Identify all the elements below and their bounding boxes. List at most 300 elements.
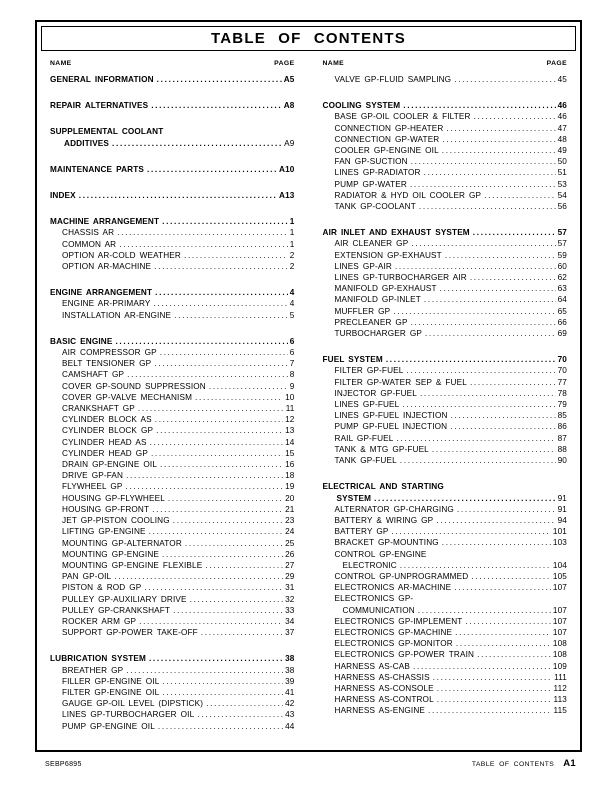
entry-label: CONNECTION GP-HEATER	[334, 123, 444, 133]
toc-group	[50, 287, 295, 321]
toc-group	[50, 164, 295, 175]
entry-label: GENERAL INFORMATION	[50, 75, 154, 84]
entry-label: DRAIN GP-ENGINE OIL	[62, 460, 158, 470]
entry-page: A9	[284, 138, 295, 148]
entry-page: 107	[552, 616, 567, 626]
entry-page: 4	[289, 299, 295, 309]
entry-label: HOUSING GP-FLYWHEEL	[62, 493, 165, 503]
toc-entry	[50, 594, 295, 605]
entry-label: TANK GP-FUEL	[334, 456, 397, 466]
entry-page: 27	[285, 560, 295, 570]
entry-label: PUMP GP-WATER	[334, 179, 407, 189]
entry-page: 31	[285, 583, 295, 593]
toc-groups	[323, 74, 568, 717]
entry-page: 45	[557, 75, 567, 84]
dot-leader	[392, 261, 556, 272]
toc-entry	[50, 665, 295, 676]
entry-page: 38	[285, 665, 295, 675]
entry-label: COOLING SYSTEM	[322, 101, 401, 111]
dot-leader	[407, 179, 556, 190]
entry-page: 7	[289, 359, 295, 369]
entry-label: BATTERY GP	[334, 527, 389, 537]
entry-page: 46	[557, 101, 567, 111]
toc-entry	[323, 250, 568, 261]
entry-page: 43	[285, 710, 295, 720]
dot-leader	[433, 515, 555, 526]
entry-label: CYLINDER HEAD AS	[62, 437, 147, 447]
entry-label: COVER GP-SOUND SUPPRESSION	[62, 381, 206, 391]
entry-label: CYLINDER BLOCK GP	[62, 426, 154, 436]
entry-label: TANK GP-COOLANT	[334, 202, 416, 212]
dot-leader	[400, 100, 555, 111]
dot-leader	[170, 605, 283, 616]
entry-label: OPTION AR-MACHINE	[62, 262, 152, 272]
entry-label: ELECTRONICS GP-POWER TRAIN	[334, 650, 475, 660]
dot-leader	[451, 582, 551, 593]
toc-entry	[50, 493, 295, 504]
toc-heading	[50, 336, 295, 347]
entry-page: 16	[285, 460, 295, 470]
entry-page: 34	[285, 616, 295, 626]
entry-label: HARNESS AS-ENGINE	[334, 706, 425, 716]
entry-label: HOUSING GP-FRONT	[62, 504, 150, 514]
entry-page: A13	[279, 191, 295, 201]
entry-page: A5	[283, 75, 295, 84]
toc-entry	[50, 239, 295, 250]
entry-page: 107	[552, 627, 567, 637]
dot-leader	[467, 272, 556, 283]
toc-entry	[50, 721, 295, 732]
toc-entry	[323, 179, 568, 190]
dot-leader	[451, 74, 555, 85]
toc-entry	[50, 582, 295, 593]
dot-leader	[146, 526, 283, 537]
dot-leader	[111, 571, 283, 582]
toc-entry	[323, 410, 568, 421]
entry-label: ALTERNATOR GP-CHARGING	[334, 504, 454, 514]
dot-leader	[76, 190, 277, 201]
dot-leader	[187, 594, 283, 605]
toc-group	[50, 190, 295, 201]
toc-heading	[50, 287, 295, 298]
dot-leader	[123, 470, 283, 481]
toc-entry	[323, 111, 568, 122]
dot-leader	[153, 425, 283, 436]
toc-entry	[50, 403, 295, 414]
dot-leader	[144, 164, 277, 175]
entry-page: 41	[285, 687, 295, 697]
entry-page: 101	[552, 527, 567, 537]
toc-entry	[323, 272, 568, 283]
toc-entry	[323, 261, 568, 272]
dot-leader	[136, 616, 283, 627]
entry-page: 90	[557, 456, 567, 466]
toc-heading-continuation	[50, 138, 295, 149]
entry-label: BRACKET GP-MOUNTING	[334, 538, 439, 548]
entry-label: AIR CLEANER GP	[334, 239, 409, 249]
entry-page: 1	[289, 217, 295, 227]
entry-label-line2: SYSTEM	[336, 493, 372, 503]
entry-page: 70	[557, 366, 567, 376]
entry-label: ELECTRONICS GP-	[334, 594, 414, 604]
entry-label: LINES GP-AIR	[334, 261, 392, 271]
toc-entry	[323, 123, 568, 134]
toc-entry	[323, 433, 568, 444]
entry-label: CONNECTION GP-WATER	[334, 134, 440, 144]
toc-group	[50, 653, 295, 731]
dot-leader	[135, 403, 284, 414]
entry-label: COOLER GP-ENGINE OIL	[334, 146, 439, 156]
footer-right	[472, 758, 582, 769]
toc-entry	[50, 227, 295, 238]
entry-label: HARNESS AS-CAB	[334, 661, 410, 671]
toc-entry	[323, 582, 568, 593]
column-header	[50, 59, 295, 69]
dot-leader	[421, 294, 556, 305]
dot-leader	[415, 605, 551, 616]
entry-label: MOUNTING GP-ENGINE	[62, 549, 159, 559]
column-header	[323, 59, 568, 69]
entry-page: 85	[557, 411, 567, 421]
entry-page: 29	[285, 572, 295, 582]
toc-entry	[323, 167, 568, 178]
entry-page: 20	[285, 493, 295, 503]
entry-page: 11	[285, 404, 295, 414]
dot-leader	[202, 560, 283, 571]
toc-entry	[323, 627, 568, 638]
dot-leader	[154, 74, 282, 85]
dot-leader	[151, 298, 288, 309]
toc-title-box	[41, 26, 576, 51]
name-header: NAME	[322, 60, 345, 67]
toc-entry	[50, 538, 295, 549]
entry-page: 57	[557, 228, 567, 238]
dot-leader	[157, 347, 288, 358]
entry-page: 108	[552, 639, 567, 649]
toc-group	[50, 100, 295, 111]
dot-leader	[408, 317, 556, 328]
entry-label: CONTROL GP-UNPROGRAMMED	[334, 571, 469, 581]
entry-label: BASIC ENGINE	[50, 336, 113, 346]
entry-label: CONTROL GP-ENGINE	[334, 549, 427, 559]
dot-leader	[454, 504, 556, 515]
toc-entry	[50, 425, 295, 436]
entry-page: 51	[557, 168, 567, 178]
dot-leader	[417, 388, 556, 399]
toc-entry	[50, 687, 295, 698]
entry-page: 14	[285, 437, 295, 447]
entry-page: 105	[552, 571, 567, 581]
toc-entry	[323, 201, 568, 212]
entry-page: 32	[285, 594, 295, 604]
toc-entry	[323, 444, 568, 455]
entry-label: AIR INLET AND EXHAUST SYSTEM	[322, 228, 470, 238]
entry-page: 38	[285, 654, 295, 664]
dot-leader	[159, 216, 288, 227]
entry-page: 18	[285, 471, 295, 481]
dot-leader	[388, 526, 550, 537]
dot-leader	[408, 156, 556, 167]
dot-leader	[151, 261, 288, 272]
entry-label: DRIVE GP-FAN	[62, 471, 124, 481]
dot-leader	[467, 377, 556, 388]
entry-page: 21	[285, 504, 295, 514]
entry-page: 65	[557, 306, 567, 316]
dot-leader	[181, 250, 288, 261]
dot-leader	[421, 167, 556, 178]
entry-label: FILLER GP-ENGINE OIL	[62, 676, 160, 686]
entry-page: 87	[557, 433, 567, 443]
entry-page: 13	[285, 426, 295, 436]
entry-label: LINES GP-TURBOCHARGER OIL	[62, 710, 195, 720]
entry-page: 23	[285, 516, 295, 526]
toc-entry-continuation	[323, 560, 568, 571]
toc-entry	[323, 156, 568, 167]
toc-entry	[323, 504, 568, 515]
entry-label: SUPPLEMENTAL COOLANT	[50, 127, 164, 137]
dot-leader	[123, 665, 283, 676]
toc-heading	[50, 653, 295, 664]
entry-label: LIFTING GP-ENGINE	[62, 527, 146, 537]
toc-heading	[323, 354, 568, 365]
dot-leader	[122, 481, 283, 492]
toc-entry	[323, 399, 568, 410]
entry-label: FLYWHEEL GP	[62, 482, 123, 492]
dot-leader	[442, 250, 556, 261]
dot-leader	[474, 649, 551, 660]
dot-leader	[399, 399, 555, 410]
toc-entry	[50, 709, 295, 720]
dot-leader	[171, 310, 288, 321]
dot-leader	[471, 111, 556, 122]
dot-leader	[124, 369, 288, 380]
entry-label: ROCKER ARM GP	[62, 616, 137, 626]
entry-page: 4	[289, 288, 295, 298]
entry-label: RAIL GP-FUEL	[334, 433, 394, 443]
entry-page: 86	[557, 422, 567, 432]
toc-entry	[323, 74, 568, 85]
entry-label: RADIATOR & HYD OIL COOLER GP	[334, 190, 482, 200]
toc-heading	[50, 74, 295, 85]
entry-page: 48	[557, 134, 567, 144]
entry-page: 66	[557, 317, 567, 327]
dot-leader	[410, 661, 551, 672]
entry-page: A8	[283, 101, 295, 111]
entry-label: MOUNTING GP-ALTERNATOR	[62, 538, 182, 548]
dot-leader	[159, 676, 283, 687]
entry-page: 53	[557, 179, 567, 189]
entry-label: ELECTRONICS GP-IMPLEMENT	[334, 616, 463, 626]
entry-label: ELECTRONICS AR-MACHINE	[334, 583, 452, 593]
toc-entry	[50, 448, 295, 459]
entry-label: PISTON & ROD GP	[62, 583, 142, 593]
dot-leader	[152, 287, 288, 298]
toc-group	[50, 336, 295, 638]
dot-leader	[393, 433, 555, 444]
dot-leader	[148, 448, 283, 459]
toc-entry	[50, 627, 295, 638]
dot-leader	[403, 365, 555, 376]
toc-entry	[50, 310, 295, 321]
entry-page: 6	[289, 348, 295, 358]
entry-label-line2: ADDITIVES	[64, 138, 110, 148]
entry-label: FILTER GP-WATER SEP & FUEL	[334, 377, 467, 387]
dot-leader	[443, 123, 555, 134]
entry-label: INSTALLATION AR-ENGINE	[62, 310, 172, 320]
dot-leader	[481, 190, 555, 201]
toc-entry	[50, 414, 295, 425]
entry-label: PRECLEANER GP	[334, 317, 408, 327]
entry-label: SUPPORT GP-POWER TAKE-OFF	[62, 628, 198, 638]
entry-label: AIR COMPRESSOR GP	[62, 348, 157, 358]
toc-entry	[323, 616, 568, 627]
entry-page: 9	[289, 381, 295, 391]
toc-entry	[323, 526, 568, 537]
entry-label: JET GP-PISTON COOLING	[62, 516, 170, 526]
dot-leader	[198, 627, 283, 638]
entry-label: HARNESS AS-CONSOLE	[334, 683, 434, 693]
dot-leader	[170, 515, 283, 526]
entry-label: TURBOCHARGER GP	[334, 329, 422, 339]
entry-page: 109	[552, 661, 567, 671]
toc-entry	[50, 560, 295, 571]
entry-page: 24	[285, 527, 295, 537]
dot-leader	[182, 538, 283, 549]
toc-entry	[323, 549, 568, 560]
entry-page: 2	[289, 262, 295, 272]
toc-entry	[323, 694, 568, 705]
entry-page: 15	[285, 448, 295, 458]
dot-leader	[157, 459, 283, 470]
toc-entry	[323, 661, 568, 672]
entry-label: BASE GP-OIL COOLER & FILTER	[334, 112, 471, 122]
footer-page-number: A1	[563, 758, 576, 769]
dot-leader	[203, 698, 283, 709]
entry-page: 39	[285, 676, 295, 686]
toc-entry	[50, 459, 295, 470]
entry-page: 8	[289, 370, 295, 380]
entry-page: 70	[557, 355, 567, 365]
entry-page: 107	[552, 605, 567, 615]
entry-page: 103	[552, 538, 567, 548]
entry-page: 69	[557, 329, 567, 339]
toc-groups	[50, 74, 295, 732]
toc-group	[323, 227, 568, 339]
toc-entry-continuation	[323, 605, 568, 616]
entry-label: FILTER GP-FUEL	[334, 366, 404, 376]
toc-entry	[323, 328, 568, 339]
entry-label: MACHINE ARRANGEMENT	[50, 217, 160, 227]
entry-page: 26	[285, 549, 295, 559]
entry-page: 1	[289, 239, 295, 249]
entry-label: PULLEY GP-AUXILIARY DRIVE	[62, 594, 187, 604]
entry-label: PAN GP-OIL	[62, 572, 112, 582]
dot-leader	[159, 687, 283, 698]
entry-label: ELECTRONICS GP-MACHINE	[334, 627, 453, 637]
toc-entry	[50, 481, 295, 492]
dot-leader	[462, 616, 550, 627]
entry-page: 2	[289, 250, 295, 260]
entry-page: 54	[557, 190, 567, 200]
dot-leader	[470, 227, 556, 238]
toc-entry	[323, 455, 568, 466]
entry-page: 63	[557, 284, 567, 294]
entry-label: MOUNTING GP-ENGINE FLEXIBLE	[62, 560, 203, 570]
dot-leader	[159, 549, 283, 560]
entry-label: PULLEY GP-CRANKSHAFT	[62, 605, 171, 615]
toc-entry	[50, 605, 295, 616]
dot-leader	[109, 138, 282, 149]
toc-heading	[323, 227, 568, 238]
entry-page: A10	[279, 164, 295, 174]
dot-leader	[390, 306, 555, 317]
toc-group	[50, 74, 295, 85]
toc-entry	[50, 437, 295, 448]
dot-leader	[397, 455, 556, 466]
toc-entry	[50, 676, 295, 687]
entry-page: 19	[285, 482, 295, 492]
entry-page: 78	[557, 388, 567, 398]
toc-frame	[35, 20, 582, 752]
entry-label: CRANKSHAFT GP	[62, 404, 135, 414]
entry-label: PUMP GP-FUEL INJECTION	[334, 422, 448, 432]
dot-leader	[439, 537, 551, 548]
entry-label: LINES GP-FUEL INJECTION	[334, 411, 448, 421]
dot-leader	[146, 653, 283, 664]
entry-page: 88	[557, 444, 567, 454]
toc-entry	[50, 515, 295, 526]
entry-label: COVER GP-VALVE MECHANISM	[62, 392, 193, 402]
entry-page: 107	[552, 583, 567, 593]
footer-section-label: TABLE OF CONTENTS	[471, 761, 555, 768]
dot-leader	[437, 283, 556, 294]
dot-leader	[147, 437, 284, 448]
entry-page: 115	[553, 706, 567, 716]
toc-content	[37, 51, 580, 732]
dot-leader	[114, 227, 288, 238]
entry-label: INJECTOR GP-FUEL	[334, 388, 417, 398]
dot-leader	[383, 354, 556, 365]
entry-page: 59	[557, 250, 567, 260]
entry-label: OPTION AR-COLD WEATHER	[62, 250, 181, 260]
dot-leader	[155, 721, 283, 732]
entry-page: 56	[557, 202, 567, 212]
dot-leader	[425, 705, 551, 716]
toc-entry	[323, 638, 568, 649]
entry-label: MANIFOLD GP-EXHAUST	[334, 284, 437, 294]
entry-page: 104	[552, 560, 567, 570]
entry-label: LUBRICATION SYSTEM	[50, 654, 146, 664]
dot-leader	[448, 410, 556, 421]
entry-page: 77	[557, 377, 567, 387]
entry-label: VALVE GP-FLUID SAMPLING	[334, 75, 452, 84]
entry-label: HARNESS AS-CONTROL	[334, 695, 434, 705]
toc-entry	[323, 672, 568, 683]
dot-leader	[397, 560, 551, 571]
toc-entry	[323, 190, 568, 201]
entry-label: ELECTRONICS GP-MONITOR	[334, 639, 453, 649]
toc-entry	[50, 261, 295, 272]
entry-label: CYLINDER HEAD GP	[62, 448, 148, 458]
entry-page: 6	[289, 336, 295, 346]
dot-leader	[429, 444, 556, 455]
entry-label: BATTERY & WIRING GP	[334, 515, 434, 525]
dot-leader	[112, 336, 287, 347]
toc-entry	[50, 698, 295, 709]
entry-page: 94	[557, 515, 567, 525]
toc-entry	[323, 515, 568, 526]
dot-leader	[141, 582, 283, 593]
